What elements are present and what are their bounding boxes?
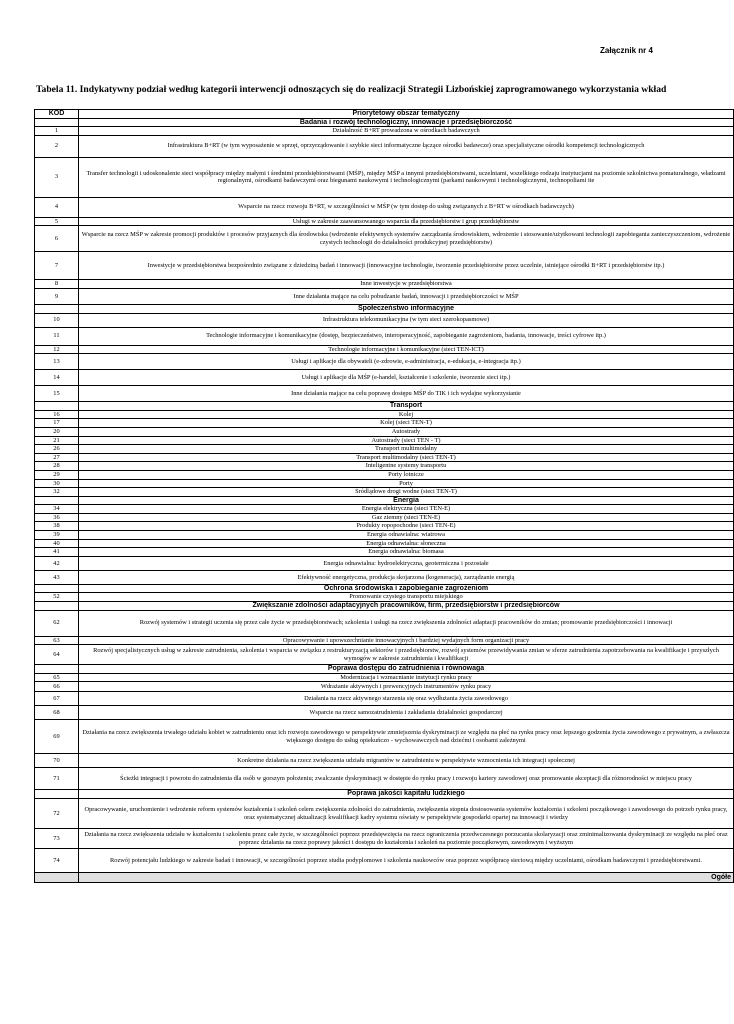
category-description: Energia odnawialna: słoneczna — [79, 539, 734, 548]
category-description: Wsparcie na rzecz MŚP w zakresie promocji produktów i procesów przyjaznych dla środowiska (wdrożenie efektywnych systemów zarządzania środowiskiem, wdrożenie i stosowanie/użytkowani technologii zapobiegania zanieczyszczeniom, wdrożenie czystych technologii do działalności produkcyjnej przedsiębiorstw) — [79, 226, 734, 252]
table-row — [35, 327, 734, 345]
table-row — [35, 313, 734, 327]
category-description: Efektywność energetyczna, produkcja skojarzona (kogeneracja), zarządzanie energią — [79, 570, 734, 584]
section-row — [35, 304, 734, 313]
category-code: 64 — [35, 645, 79, 665]
table-row — [35, 570, 734, 584]
category-description: Usługi w zakresie zaawansowanego wsparcia dla przedsiębiorstw i grup przedsiębiorstw — [79, 217, 734, 226]
section-row — [35, 602, 734, 611]
category-description: Działalność B+RT prowadzona w ośrodkach badawczych — [79, 127, 734, 136]
category-code: 42 — [35, 556, 79, 570]
section-title: Poprawa dostępu do zatrudnienia i równowaga — [79, 665, 734, 674]
section-row — [35, 118, 734, 127]
category-description: Inne działania mające na celu pobudzanie badań, innowacji i przedsiębiorczości w MŚP — [79, 288, 734, 304]
table-header-row — [35, 110, 734, 119]
table-row — [35, 505, 734, 514]
section-row — [35, 584, 734, 593]
table-row — [35, 720, 734, 754]
category-description: Kolej — [79, 410, 734, 419]
table-row — [35, 610, 734, 636]
category-code: 1 — [35, 127, 79, 136]
category-code: 29 — [35, 470, 79, 479]
category-code: 17 — [35, 419, 79, 428]
category-code: 27 — [35, 453, 79, 462]
category-code: 8 — [35, 280, 79, 289]
category-description: Energia odnawialna: biomasa — [79, 548, 734, 557]
category-description: Porty — [79, 479, 734, 488]
category-description: Wsparcie na rzecz samozatrudnienia i zakładania działalności gospodarczej — [79, 706, 734, 720]
table-row — [35, 386, 734, 402]
category-description: Inne inwestycje w przedsiębiorstwa — [79, 280, 734, 289]
table-row — [35, 445, 734, 454]
category-description: Infrastruktura telekomunikacyjna (w tym sieci szerokopasmowe) — [79, 313, 734, 327]
category-code: 39 — [35, 531, 79, 540]
category-code: 21 — [35, 436, 79, 445]
category-description: Kolej (sieci TEN-T) — [79, 419, 734, 428]
table-row — [35, 419, 734, 428]
table-row — [35, 427, 734, 436]
category-code: 15 — [35, 386, 79, 402]
category-description: Gaz ziemny (sieci TEN-E) — [79, 513, 734, 522]
category-code: 73 — [35, 829, 79, 849]
category-description: Infrastruktura B+RT (w tym wyposażenie w sprzęt, oprzyrządowanie i szybkie sieci informatyczne łączące ośrodki badawcze) oraz specjalistyczne ośrodki kompetencji technologicznych — [79, 135, 734, 157]
category-description: Transport multimodalny (sieci TEN-T) — [79, 453, 734, 462]
category-code: 3 — [35, 157, 79, 197]
table-row — [35, 673, 734, 682]
table-row — [35, 692, 734, 706]
category-code: 7 — [35, 252, 79, 280]
table-row — [35, 829, 734, 849]
category-description: Technologie informacyjne i komunikacyjne (dostęp, bezpieczeństwo, interoperacyjność, zapobieganie zagrożeniom, badania, innowacje, treści cyfrowe itp.) — [79, 327, 734, 345]
category-description: Technologie informacyjne i komunikacyjne (sieci TEN-ICT) — [79, 345, 734, 354]
section-code-cell — [35, 496, 79, 505]
category-code: 32 — [35, 488, 79, 497]
footer-row — [35, 873, 734, 883]
category-description: Rozwój potencjału ludzkiego w zakresie badań i innowacji, w szczególności poprzez studia podyplomowe i szkolenia naukowców oraz poprzez współpracę sieciową między uczelniami, ośrodkam badawczymi i przedsiębiorstwami. — [79, 849, 734, 873]
category-description: Ścieżki integracji i powrotu do zatrudnienia dla osób w gorszym położeniu; zwalczanie dyskryminacji w dostępie do rynku pracy i rozwoju kariery zawodowej oraz promowanie akceptacji dla różnorodności w miejscu pracy — [79, 768, 734, 790]
table-row — [35, 453, 734, 462]
table-row — [35, 706, 734, 720]
section-row — [35, 665, 734, 674]
category-description: Inteligentne systemy transportu — [79, 462, 734, 471]
category-description: Usługi i aplikacje dla MŚP (e-handel, kształcenie i szkolenie, tworzenie sieci itp.) — [79, 370, 734, 386]
category-code: 28 — [35, 462, 79, 471]
category-code: 43 — [35, 570, 79, 584]
header-kod: KOD — [35, 110, 79, 119]
section-code-cell — [35, 602, 79, 611]
table-row — [35, 768, 734, 790]
table-row — [35, 636, 734, 645]
table-row — [35, 197, 734, 217]
table-row — [35, 513, 734, 522]
table-row — [35, 127, 734, 136]
category-code: 65 — [35, 673, 79, 682]
category-code: 72 — [35, 799, 79, 829]
section-row — [35, 402, 734, 411]
table-title: Tabela 11. Indykatywny podział według kategorii interwencji odnoszących się do realizacji Strategii Lizbońskiej zaprogramowanego wykorzystania wkład — [36, 84, 667, 95]
section-code-cell — [35, 402, 79, 411]
category-code: 4 — [35, 197, 79, 217]
table-row — [35, 410, 734, 419]
table-row — [35, 280, 734, 289]
category-description: Rozwój systemów i strategii uczenia się przez całe życie w przedsiębiorstwach; szkolenia i usługi na rzecz zwiększenia zdolności adaptacji pracowników do zmian; promowanie przedsiębiorczości i innowacji — [79, 610, 734, 636]
section-code-cell — [35, 118, 79, 127]
footer-code-cell — [35, 873, 79, 883]
category-description: Energia odnawialna: wiatrowa — [79, 531, 734, 540]
category-description: Działania na rzecz zwiększenia trwałego udziału kobiet w zatrudnieniu oraz ich rozwoju zawodowego w perspektywie zmniejszenia dyskryminacji ze względu na płeć na rynku pracy oraz lepszego godzenia życia zawodowego z prywatnym, a zwłaszcza większego dostępu do usług opiekuńczo - wychowawczych nad dziećmi i osobami zależnymi — [79, 720, 734, 754]
table-row — [35, 682, 734, 692]
category-code: 14 — [35, 370, 79, 386]
table-row — [35, 288, 734, 304]
table-row — [35, 556, 734, 570]
section-title: Ochrona środowiska i zapobieganie zagrożeniom — [79, 584, 734, 593]
category-description: Usługi i aplikacje dla obywateli (e-zdrowie, e-administracja, e-edukacja, e-integracja itp.) — [79, 354, 734, 370]
section-code-cell — [35, 790, 79, 799]
category-code: 26 — [35, 445, 79, 454]
table-row — [35, 217, 734, 226]
category-code: 70 — [35, 754, 79, 768]
table-row — [35, 539, 734, 548]
category-code: 69 — [35, 720, 79, 754]
table-row — [35, 354, 734, 370]
category-code: 9 — [35, 288, 79, 304]
table-row — [35, 252, 734, 280]
header-area: Priorytetowy obszar tematyczny — [79, 110, 734, 119]
category-description: Wsparcie na rzecz rozwoju B+RT, w szczególności w MŚP (w tym dostęp do usług związanych z B+RT w ośrodkach badawczych) — [79, 197, 734, 217]
category-description: Opracowywanie i upowszechnianie innowacyjnych i bardziej wydajnych form organizacji pracy — [79, 636, 734, 645]
section-title: Energia — [79, 496, 734, 505]
category-description: Śródlądowe drogi wodne (sieci TEN-T) — [79, 488, 734, 497]
category-description: Konkretne działania na rzecz zwiększenia udziału migrantów w zatrudnieniu w perspektywie wzmocnienia ich integracji społecznej — [79, 754, 734, 768]
category-code: 11 — [35, 327, 79, 345]
category-description: Produkty ropopochodne (sieci TEN-E) — [79, 522, 734, 531]
category-description: Transfer technologii i udoskonalenie sieci współpracy między małymi i średnimi przedsiębiorstwami (MŚP), między MŚP a innymi przedsiębiorstwami, uczelniami, wszelkiego rodzaju instytucjami na poziomie szkolnictwa pomaturalnego, władzami regionalnymi, ośrodkami badawczymi oraz biegunami naukowymi i technologicznymi (parkami naukowymi i technologicznymi, technopoliami ite — [79, 157, 734, 197]
category-description: Energia odnawialna: hydroelektryczna, geotermiczna i pozostałe — [79, 556, 734, 570]
category-description: Rozwój specjalistycznych usług w zakresie zatrudnienia, szkolenia i wsparcia w związku z restrukturyzacją sektorów i przedsiębiorstw, rozwój systemów przewidywania zmian w sferze zatrudnienia zapotrzebowania na kwalifikacje i przyszłych wymogów w zakresie zatrudnienia i kwalifikacji — [79, 645, 734, 665]
category-description: Energia elektryczna (sieci TEN-E) — [79, 505, 734, 514]
section-title: Transport — [79, 402, 734, 411]
category-code: 20 — [35, 427, 79, 436]
category-code: 34 — [35, 505, 79, 514]
category-description: Opracowywanie, uruchomienie i wdrożenie reform systemów kształcenia i szkoleń celem zwiększenia zdolności do zatrudnienia, zwiększenia stopnia dostosowania systemów kształcenia i szkoleni początkowego i zawodowego do potrzeb rynku pracy, oraz systematycznej aktualizacji kwalifikacji kadry systemu oświaty w perspektywie gospodarki opartej na innowacji i wiedzy — [79, 799, 734, 829]
table-row — [35, 645, 734, 665]
table-row — [35, 226, 734, 252]
category-code: 30 — [35, 479, 79, 488]
category-code: 41 — [35, 548, 79, 557]
section-code-cell — [35, 665, 79, 674]
category-code: 66 — [35, 682, 79, 692]
category-code: 74 — [35, 849, 79, 873]
table-row — [35, 531, 734, 540]
section-title: Poprawa jakości kapitału ludzkiego — [79, 790, 734, 799]
category-code: 68 — [35, 706, 79, 720]
table-row — [35, 370, 734, 386]
annex-label: Załącznik nr 4 — [600, 46, 653, 55]
category-code: 12 — [35, 345, 79, 354]
category-code: 13 — [35, 354, 79, 370]
category-code: 5 — [35, 217, 79, 226]
table-row — [35, 849, 734, 873]
category-code: 63 — [35, 636, 79, 645]
category-description: Wdrażanie aktywnych i prewencyjnych instrumentów rynku pracy — [79, 682, 734, 692]
section-title: Zwiększanie zdolności adaptacyjnych pracowników, firm, przedsiębiorstw i przedsiębiorców — [79, 602, 734, 611]
table-row — [35, 470, 734, 479]
category-code: 6 — [35, 226, 79, 252]
category-description: Inwestycje w przedsiębiorstwa bezpośrednio związane z dziedziną badań i innowacji (innowacyjne technologie, tworzenie przedsiębiorstw przez uczelnie, istniejące ośrodki B+RT i przedsiębiorstw itp.) — [79, 252, 734, 280]
table-row — [35, 548, 734, 557]
category-description: Autostrady — [79, 427, 734, 436]
category-code: 2 — [35, 135, 79, 157]
category-description: Promowanie czystego transportu miejskiego — [79, 593, 734, 602]
category-code: 71 — [35, 768, 79, 790]
category-description: Porty lotnicze — [79, 470, 734, 479]
section-row — [35, 790, 734, 799]
section-title: Społeczeństwo informacyjne — [79, 304, 734, 313]
category-description: Autostrady (sieci TEN - T) — [79, 436, 734, 445]
table-row — [35, 799, 734, 829]
table-row — [35, 522, 734, 531]
category-code: 36 — [35, 513, 79, 522]
category-description: Działania na rzecz zwiększenia udziału w kształceniu i szkoleniu przez całe życie, w szczególności poprzez przedsięwzięcia na rzecz ograniczenia przedwczesnego porzucania skolaryzacji oraz zminimalizowania dyskryminacji ze względu na płeć oraz poprzez działania na rzecz poprawy jakości i dostępu do kształcenia i szkoleń na poziomie początkowym, zawodowym i wyższym — [79, 829, 734, 849]
table-row — [35, 593, 734, 602]
category-code: 16 — [35, 410, 79, 419]
category-description: Transport multimodalny — [79, 445, 734, 454]
category-code: 10 — [35, 313, 79, 327]
footer-total-label: Ogółe — [79, 873, 734, 883]
category-description: Inne działania mające na celu poprawę dostępu MŚP do TIK i ich wydajne wykorzystanie — [79, 386, 734, 402]
table-row — [35, 157, 734, 197]
category-code: 38 — [35, 522, 79, 531]
category-code: 40 — [35, 539, 79, 548]
category-description: Modernizacja i wzmacnianie instytucji rynku pracy — [79, 673, 734, 682]
table-row — [35, 436, 734, 445]
table-row — [35, 345, 734, 354]
section-code-cell — [35, 304, 79, 313]
section-code-cell — [35, 584, 79, 593]
section-title: Badania i rozwój technologiczny, innowacje i przedsiębiorczość — [79, 118, 734, 127]
category-code: 62 — [35, 610, 79, 636]
category-description: Działania na rzecz aktywnego starzenia się oraz wydłużania życia zawodowego — [79, 692, 734, 706]
section-row — [35, 496, 734, 505]
table-row — [35, 754, 734, 768]
category-code: 52 — [35, 593, 79, 602]
table-row — [35, 135, 734, 157]
table-row — [35, 488, 734, 497]
categories-table — [34, 109, 734, 883]
category-code: 67 — [35, 692, 79, 706]
table-row — [35, 462, 734, 471]
table-row — [35, 479, 734, 488]
